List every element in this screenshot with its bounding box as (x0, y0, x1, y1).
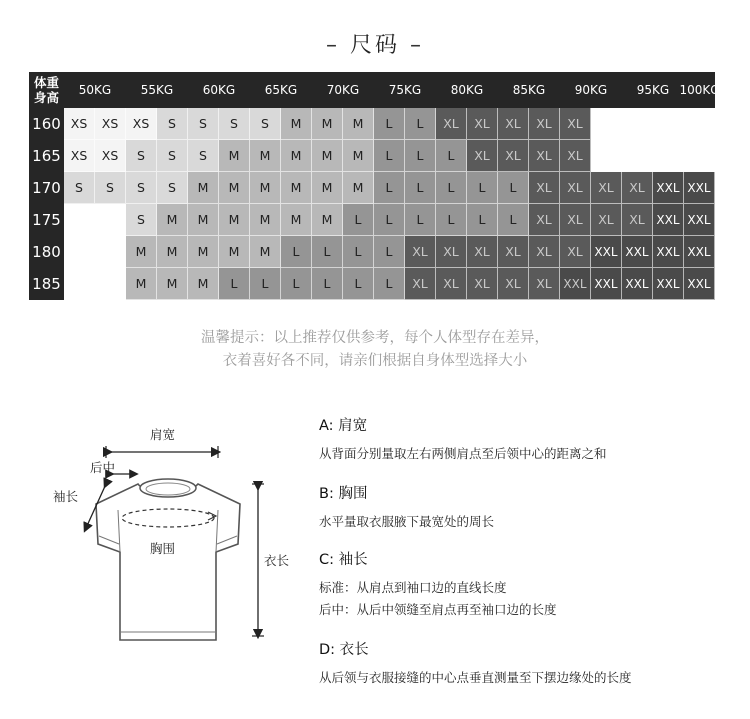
measure-desc: 从后领与衣服接缝的中心点垂直测量至下摆边缘处的长度 (319, 670, 632, 685)
size-cell (95, 268, 126, 300)
size-cell: XXL (653, 268, 684, 300)
size-cell: M (188, 236, 219, 268)
size-cell: XS (126, 108, 157, 140)
size-cell: XL (560, 236, 591, 268)
measure-desc: 水平量取衣服腋下最宽处的周长 (319, 514, 495, 529)
size-cell: M (219, 140, 250, 172)
size-cell: XL (529, 204, 560, 236)
size-cell: L (343, 268, 374, 300)
measure-head: D: 衣长 (319, 642, 369, 658)
size-cell: L (281, 236, 312, 268)
size-cell: XL (591, 204, 622, 236)
height-header: 175 (29, 204, 64, 236)
corner-weight-label: 体重 (33, 75, 59, 90)
weight-header: 95KG (636, 83, 670, 97)
size-cell: L (312, 268, 343, 300)
size-cell (64, 268, 95, 300)
weight-header: 85KG (512, 83, 546, 97)
length-label: 衣长 (264, 553, 290, 568)
size-cell: XL (529, 108, 560, 140)
weight-header: 55KG (140, 83, 174, 97)
measure-head: B: 胸围 (319, 486, 368, 502)
size-cell: S (219, 108, 250, 140)
size-cell: S (157, 172, 188, 204)
size-cell: L (436, 140, 467, 172)
size-cell: M (250, 204, 281, 236)
tip-line-2: 衣着喜好各不同，请亲们根据自身体型选择大小 (222, 353, 528, 369)
height-header: 170 (29, 172, 64, 204)
size-cell: XXL (653, 204, 684, 236)
size-cell (622, 108, 653, 140)
sleeve-label: 袖长 (53, 489, 79, 504)
measure-chest (319, 482, 494, 533)
size-cell: XL (405, 236, 436, 268)
size-cell: XL (529, 172, 560, 204)
measure-shoulder (319, 414, 607, 465)
size-cell (622, 140, 653, 172)
size-cell: M (157, 236, 188, 268)
tshirt-diagram (40, 410, 300, 650)
size-cell (653, 140, 684, 172)
size-cell: XS (95, 108, 126, 140)
weight-header: 70KG (326, 83, 360, 97)
size-cell: XL (529, 236, 560, 268)
size-cell (95, 204, 126, 236)
size-cell: S (126, 204, 157, 236)
size-cell: L (436, 172, 467, 204)
size-cell: M (188, 172, 219, 204)
size-cell: M (312, 108, 343, 140)
size-cell: M (219, 204, 250, 236)
size-cell: XXL (684, 268, 715, 300)
size-cell: XXL (684, 172, 715, 204)
height-header: 180 (29, 236, 64, 268)
size-cell (64, 236, 95, 268)
tip-line-1: 温馨提示：以上推荐仅供参考，每个人体型存在差异， (201, 330, 549, 346)
size-cell: XL (498, 108, 529, 140)
size-cell: L (312, 236, 343, 268)
size-cell: M (157, 268, 188, 300)
size-cell (653, 108, 684, 140)
measure-head: A: 肩宽 (319, 418, 368, 434)
size-cell: L (374, 108, 405, 140)
size-cell (591, 140, 622, 172)
size-cell: L (374, 172, 405, 204)
size-cell: XL (560, 172, 591, 204)
size-cell: XL (498, 236, 529, 268)
height-header: 165 (29, 140, 64, 172)
size-cell: XL (436, 268, 467, 300)
size-cell: M (219, 236, 250, 268)
size-cell: M (281, 204, 312, 236)
size-cell: M (188, 204, 219, 236)
size-cell: S (157, 108, 188, 140)
weight-header: 100KG (679, 83, 720, 97)
size-cell: S (64, 172, 95, 204)
measure-desc: 标准：从肩点到袖口边的直线长度 (319, 580, 507, 595)
size-cell: XXL (622, 236, 653, 268)
size-cell (684, 108, 715, 140)
size-cell: XXL (622, 268, 653, 300)
size-cell: S (188, 108, 219, 140)
size-cell: S (157, 140, 188, 172)
size-cell: L (343, 236, 374, 268)
page-title (0, 28, 750, 59)
size-cell: M (250, 140, 281, 172)
title-text: 尺码 (349, 33, 400, 58)
size-cell: L (405, 140, 436, 172)
size-cell: S (126, 172, 157, 204)
weight-header: 65KG (264, 83, 298, 97)
size-cell: XL (560, 140, 591, 172)
size-cell: XL (436, 108, 467, 140)
size-cell: L (405, 108, 436, 140)
measure-head: C: 袖长 (319, 552, 368, 568)
measure-desc: 后中：从后中领缝至肩点再至袖口边的长度 (319, 602, 557, 617)
size-cell: L (343, 204, 374, 236)
size-cell (684, 140, 715, 172)
size-cell: XL (529, 268, 560, 300)
title-dash-right: – (410, 33, 424, 58)
weight-header: 60KG (202, 83, 236, 97)
size-cell: M (281, 172, 312, 204)
size-cell: XL (436, 236, 467, 268)
size-cell: XXL (684, 204, 715, 236)
size-cell: XL (560, 108, 591, 140)
size-cell: XL (622, 172, 653, 204)
size-cell: XL (622, 204, 653, 236)
size-cell: S (250, 108, 281, 140)
size-cell: L (281, 268, 312, 300)
measure-desc: 从背面分别量取左右两侧肩点至后领中心的距离之和 (319, 446, 607, 461)
size-cell (591, 108, 622, 140)
size-cell: XXL (560, 268, 591, 300)
size-cell: L (374, 204, 405, 236)
size-cell: L (374, 268, 405, 300)
size-cell: M (250, 172, 281, 204)
tshirt-outline (96, 484, 240, 640)
weight-header: 75KG (388, 83, 422, 97)
size-cell: M (312, 140, 343, 172)
size-cell: XS (95, 140, 126, 172)
measure-length (319, 638, 632, 689)
shoulder-label: 肩宽 (150, 427, 176, 442)
size-cell: M (126, 268, 157, 300)
size-cell: XL (498, 268, 529, 300)
corner-label (29, 72, 64, 108)
size-cell: XL (529, 140, 560, 172)
title-dash-left: – (325, 33, 340, 58)
size-cell: L (405, 204, 436, 236)
size-cell: M (250, 236, 281, 268)
size-cell: XXL (591, 236, 622, 268)
size-cell: XXL (653, 172, 684, 204)
size-chart-table (29, 72, 720, 300)
chest-label: 胸围 (150, 541, 176, 556)
size-cell: M (343, 108, 374, 140)
size-cell: XL (467, 140, 498, 172)
size-cell: M (188, 268, 219, 300)
size-cell: XS (64, 140, 95, 172)
size-cell: XS (64, 108, 95, 140)
size-cell: L (250, 268, 281, 300)
measure-sleeve (319, 548, 557, 621)
size-cell: XL (467, 268, 498, 300)
size-cell (64, 204, 95, 236)
size-cell: XL (591, 172, 622, 204)
corner-height-label: 身高 (33, 90, 59, 105)
size-cell: XL (467, 108, 498, 140)
size-cell: L (405, 172, 436, 204)
size-cell: M (157, 204, 188, 236)
size-cell: XXL (591, 268, 622, 300)
size-cell: XL (498, 140, 529, 172)
size-cell: M (219, 172, 250, 204)
size-cell: L (467, 172, 498, 204)
size-cell: XXL (653, 236, 684, 268)
size-cell: XL (560, 204, 591, 236)
size-cell: M (312, 204, 343, 236)
size-cell: S (188, 140, 219, 172)
size-cell: L (498, 172, 529, 204)
size-cell: L (467, 204, 498, 236)
size-cell: L (374, 236, 405, 268)
size-cell: M (343, 140, 374, 172)
size-cell: M (126, 236, 157, 268)
size-cell: XL (405, 268, 436, 300)
height-header: 160 (29, 108, 64, 140)
size-cell: M (281, 108, 312, 140)
size-cell: M (312, 172, 343, 204)
size-cell: XL (467, 236, 498, 268)
weight-header: 50KG (78, 83, 112, 97)
weight-header: 80KG (450, 83, 484, 97)
height-header: 185 (29, 268, 64, 300)
size-cell: M (343, 172, 374, 204)
back-center-label: 后中 (90, 460, 116, 475)
size-cell: M (281, 140, 312, 172)
size-cell: L (374, 140, 405, 172)
size-cell: S (126, 140, 157, 172)
size-cell (95, 236, 126, 268)
size-cell: S (95, 172, 126, 204)
size-cell: XXL (684, 236, 715, 268)
weight-header: 90KG (574, 83, 608, 97)
size-cell: L (498, 204, 529, 236)
size-cell: L (436, 204, 467, 236)
size-cell: L (219, 268, 250, 300)
